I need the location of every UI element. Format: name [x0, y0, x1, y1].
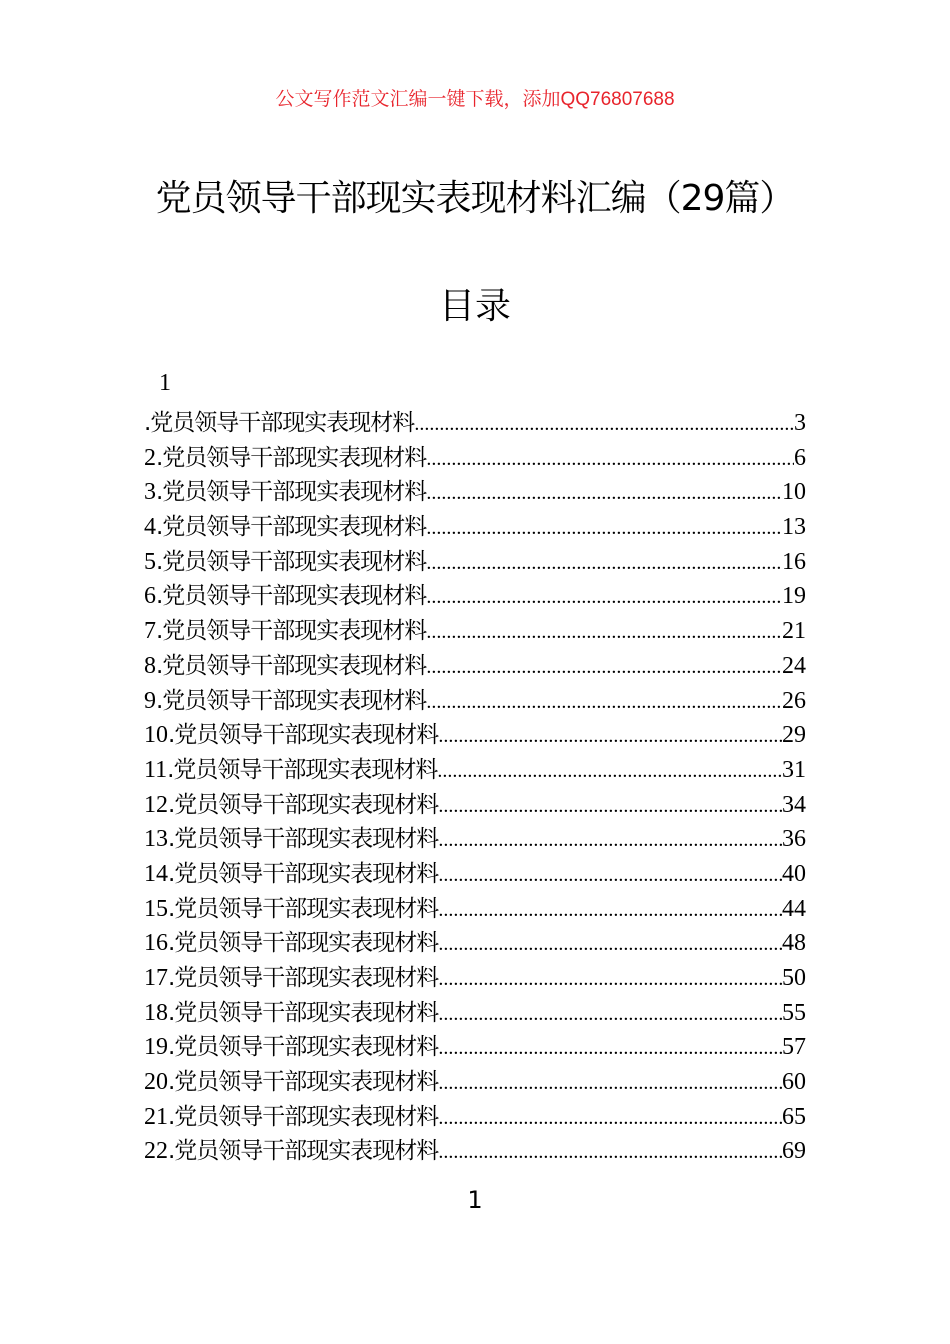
- toc-entry-number: 2: [144, 444, 156, 471]
- toc-entry-number: 5: [144, 548, 156, 575]
- toc-entry-number: 18: [144, 999, 168, 1026]
- toc-entry-label: .党员领导干部现实表现材料: [168, 1103, 439, 1130]
- toc-dot-leader: [438, 829, 782, 852]
- toc-entry-number: 15: [144, 895, 168, 922]
- toc-entry-number: 11: [144, 756, 168, 783]
- toc-heading: 目录: [438, 286, 511, 327]
- toc-entry[interactable]: [144, 612, 806, 647]
- toc-entry-page: 36: [782, 826, 806, 853]
- toc-entry-label: .党员领导干部现实表现材料: [168, 999, 439, 1026]
- toc-entry-page: 26: [782, 687, 806, 714]
- toc-entry-page: 29: [782, 722, 806, 749]
- toc-dot-leader: [426, 586, 782, 609]
- toc-entry-page: 6: [794, 444, 806, 471]
- toc-entry-label: .党员领导干部现实表现材料: [168, 895, 439, 922]
- toc-entry-label: .党员领导干部现实表现材料: [168, 722, 439, 749]
- toc-entry-page: 24: [782, 652, 806, 679]
- toc-entry[interactable]: [144, 786, 806, 821]
- toc-dot-leader: [438, 968, 782, 991]
- toc-entry-number: 4: [144, 514, 156, 541]
- toc-entry[interactable]: [144, 1028, 806, 1063]
- toc-dot-leader: [426, 691, 782, 714]
- toc-entry[interactable]: [144, 994, 806, 1029]
- toc-entry[interactable]: [144, 716, 806, 751]
- toc-entry-label: .党员领导干部现实表现材料: [168, 791, 439, 818]
- table-of-contents: [144, 404, 806, 1167]
- toc-entry[interactable]: [144, 543, 806, 578]
- toc-entry[interactable]: [144, 473, 806, 508]
- toc-dot-leader: [438, 1141, 782, 1164]
- toc-dot-leader: [438, 864, 782, 887]
- toc-entry-number: 13: [144, 826, 168, 853]
- toc-entry-number: 16: [144, 930, 168, 957]
- toc-first-entry-number: 1: [159, 370, 171, 396]
- toc-dot-leader: [426, 448, 794, 471]
- toc-entry[interactable]: [144, 890, 806, 925]
- toc-entry-label: .党员领导干部现实表现材料: [168, 1034, 439, 1061]
- toc-entry-number: 12: [144, 791, 168, 818]
- toc-entry-number: 21: [144, 1103, 168, 1130]
- toc-dot-leader: [438, 1107, 782, 1130]
- toc-entry-page: 19: [782, 583, 806, 610]
- toc-dot-leader: [426, 517, 782, 540]
- toc-entry-number: 17: [144, 965, 168, 991]
- document-title: 党员领导干部现实表现材料汇编（29篇）: [155, 178, 795, 219]
- toc-entry-page: 13: [782, 514, 806, 541]
- toc-dot-leader: [438, 795, 782, 818]
- toc-entry-number: 6: [144, 583, 156, 610]
- toc-entry-label: .党员领导干部现实表现材料: [156, 444, 427, 471]
- page-number: 1: [467, 1186, 483, 1214]
- toc-entry-page: 57: [782, 1034, 806, 1061]
- toc-entry-page: 34: [782, 791, 806, 818]
- toc-entry-label: .党员领导干部现实表现材料: [144, 410, 415, 436]
- toc-entry-label: .党员领导干部现实表现材料: [168, 1138, 439, 1165]
- toc-dot-leader: [438, 1003, 782, 1026]
- toc-dot-leader: [437, 760, 782, 783]
- toc-entry-label: .党员领导干部现实表现材料: [168, 860, 439, 887]
- toc-entry[interactable]: [144, 577, 806, 612]
- toc-entry[interactable]: [144, 924, 806, 959]
- toc-entry-number: 7: [144, 618, 156, 645]
- toc-entry[interactable]: [144, 1063, 806, 1098]
- toc-entry-number: 19: [144, 1034, 168, 1061]
- toc-entry-label: .党员领导干部现实表现材料: [156, 548, 427, 575]
- toc-entry[interactable]: [144, 647, 806, 682]
- toc-entry-label: .党员领导干部现实表现材料: [168, 965, 439, 991]
- toc-entry-page: 48: [782, 930, 806, 957]
- toc-entry-page: 65: [782, 1103, 806, 1130]
- toc-entry-number: 14: [144, 860, 168, 887]
- toc-entry-label: .党员领导干部现实表现材料: [156, 514, 427, 541]
- toc-dot-leader: [438, 899, 782, 922]
- toc-dot-leader: [438, 933, 782, 956]
- toc-entry-label: .党员领导干部现实表现材料: [156, 479, 427, 506]
- toc-entry-page: 21: [782, 618, 806, 645]
- toc-dot-leader: [426, 621, 782, 644]
- toc-dot-leader: [426, 552, 782, 575]
- toc-dot-leader: [426, 656, 782, 679]
- download-banner-link[interactable]: 公文写作范文汇编一键下载，添加QQ76807688: [275, 89, 675, 110]
- toc-entry[interactable]: [144, 439, 806, 474]
- toc-entry-number: 8: [144, 652, 156, 679]
- toc-dot-leader: [414, 413, 794, 436]
- toc-entry-label: .党员领导干部现实表现材料: [168, 1069, 439, 1096]
- toc-entry-page: 3: [794, 410, 806, 436]
- toc-entry-label: .党员领导干部现实表现材料: [167, 756, 438, 783]
- toc-entry[interactable]: [144, 751, 806, 786]
- toc-entry-number: 9: [144, 687, 156, 714]
- toc-entry[interactable]: [144, 508, 806, 543]
- toc-entry[interactable]: [144, 1098, 806, 1133]
- toc-entry-page: 10: [782, 479, 806, 506]
- toc-entry-page: 60: [782, 1069, 806, 1096]
- toc-entry[interactable]: [144, 404, 806, 439]
- toc-entry-page: 31: [782, 756, 806, 783]
- toc-entry-page: 55: [782, 999, 806, 1026]
- toc-entry-page: 50: [782, 965, 806, 991]
- toc-dot-leader: [438, 725, 782, 748]
- toc-entry-page: 16: [782, 548, 806, 575]
- toc-entry-label: .党员领导干部现实表现材料: [156, 687, 427, 714]
- toc-entry[interactable]: [144, 959, 806, 994]
- toc-entry[interactable]: [144, 682, 806, 717]
- toc-entry-number: 3: [144, 479, 156, 506]
- toc-entry-label: .党员领导干部现实表现材料: [168, 826, 439, 853]
- toc-entry[interactable]: [144, 1132, 806, 1167]
- toc-entry-label: .党员领导干部现实表现材料: [168, 930, 439, 957]
- toc-entry-label: .党员领导干部现实表现材料: [156, 583, 427, 610]
- toc-entry[interactable]: [144, 855, 806, 890]
- toc-entry-number: 22: [144, 1138, 168, 1165]
- toc-dot-leader: [438, 1037, 782, 1060]
- toc-entry[interactable]: [144, 820, 806, 855]
- toc-entry-page: 40: [782, 860, 806, 887]
- toc-entry-number: 10: [144, 722, 168, 749]
- toc-entry-label: .党员领导干部现实表现材料: [156, 618, 427, 645]
- toc-entry-page: 69: [782, 1138, 806, 1165]
- toc-dot-leader: [426, 482, 782, 505]
- toc-dot-leader: [438, 1072, 782, 1095]
- toc-entry-label: .党员领导干部现实表现材料: [156, 652, 427, 679]
- toc-entry-page: 44: [782, 895, 806, 922]
- toc-entry-number: 20: [144, 1069, 168, 1096]
